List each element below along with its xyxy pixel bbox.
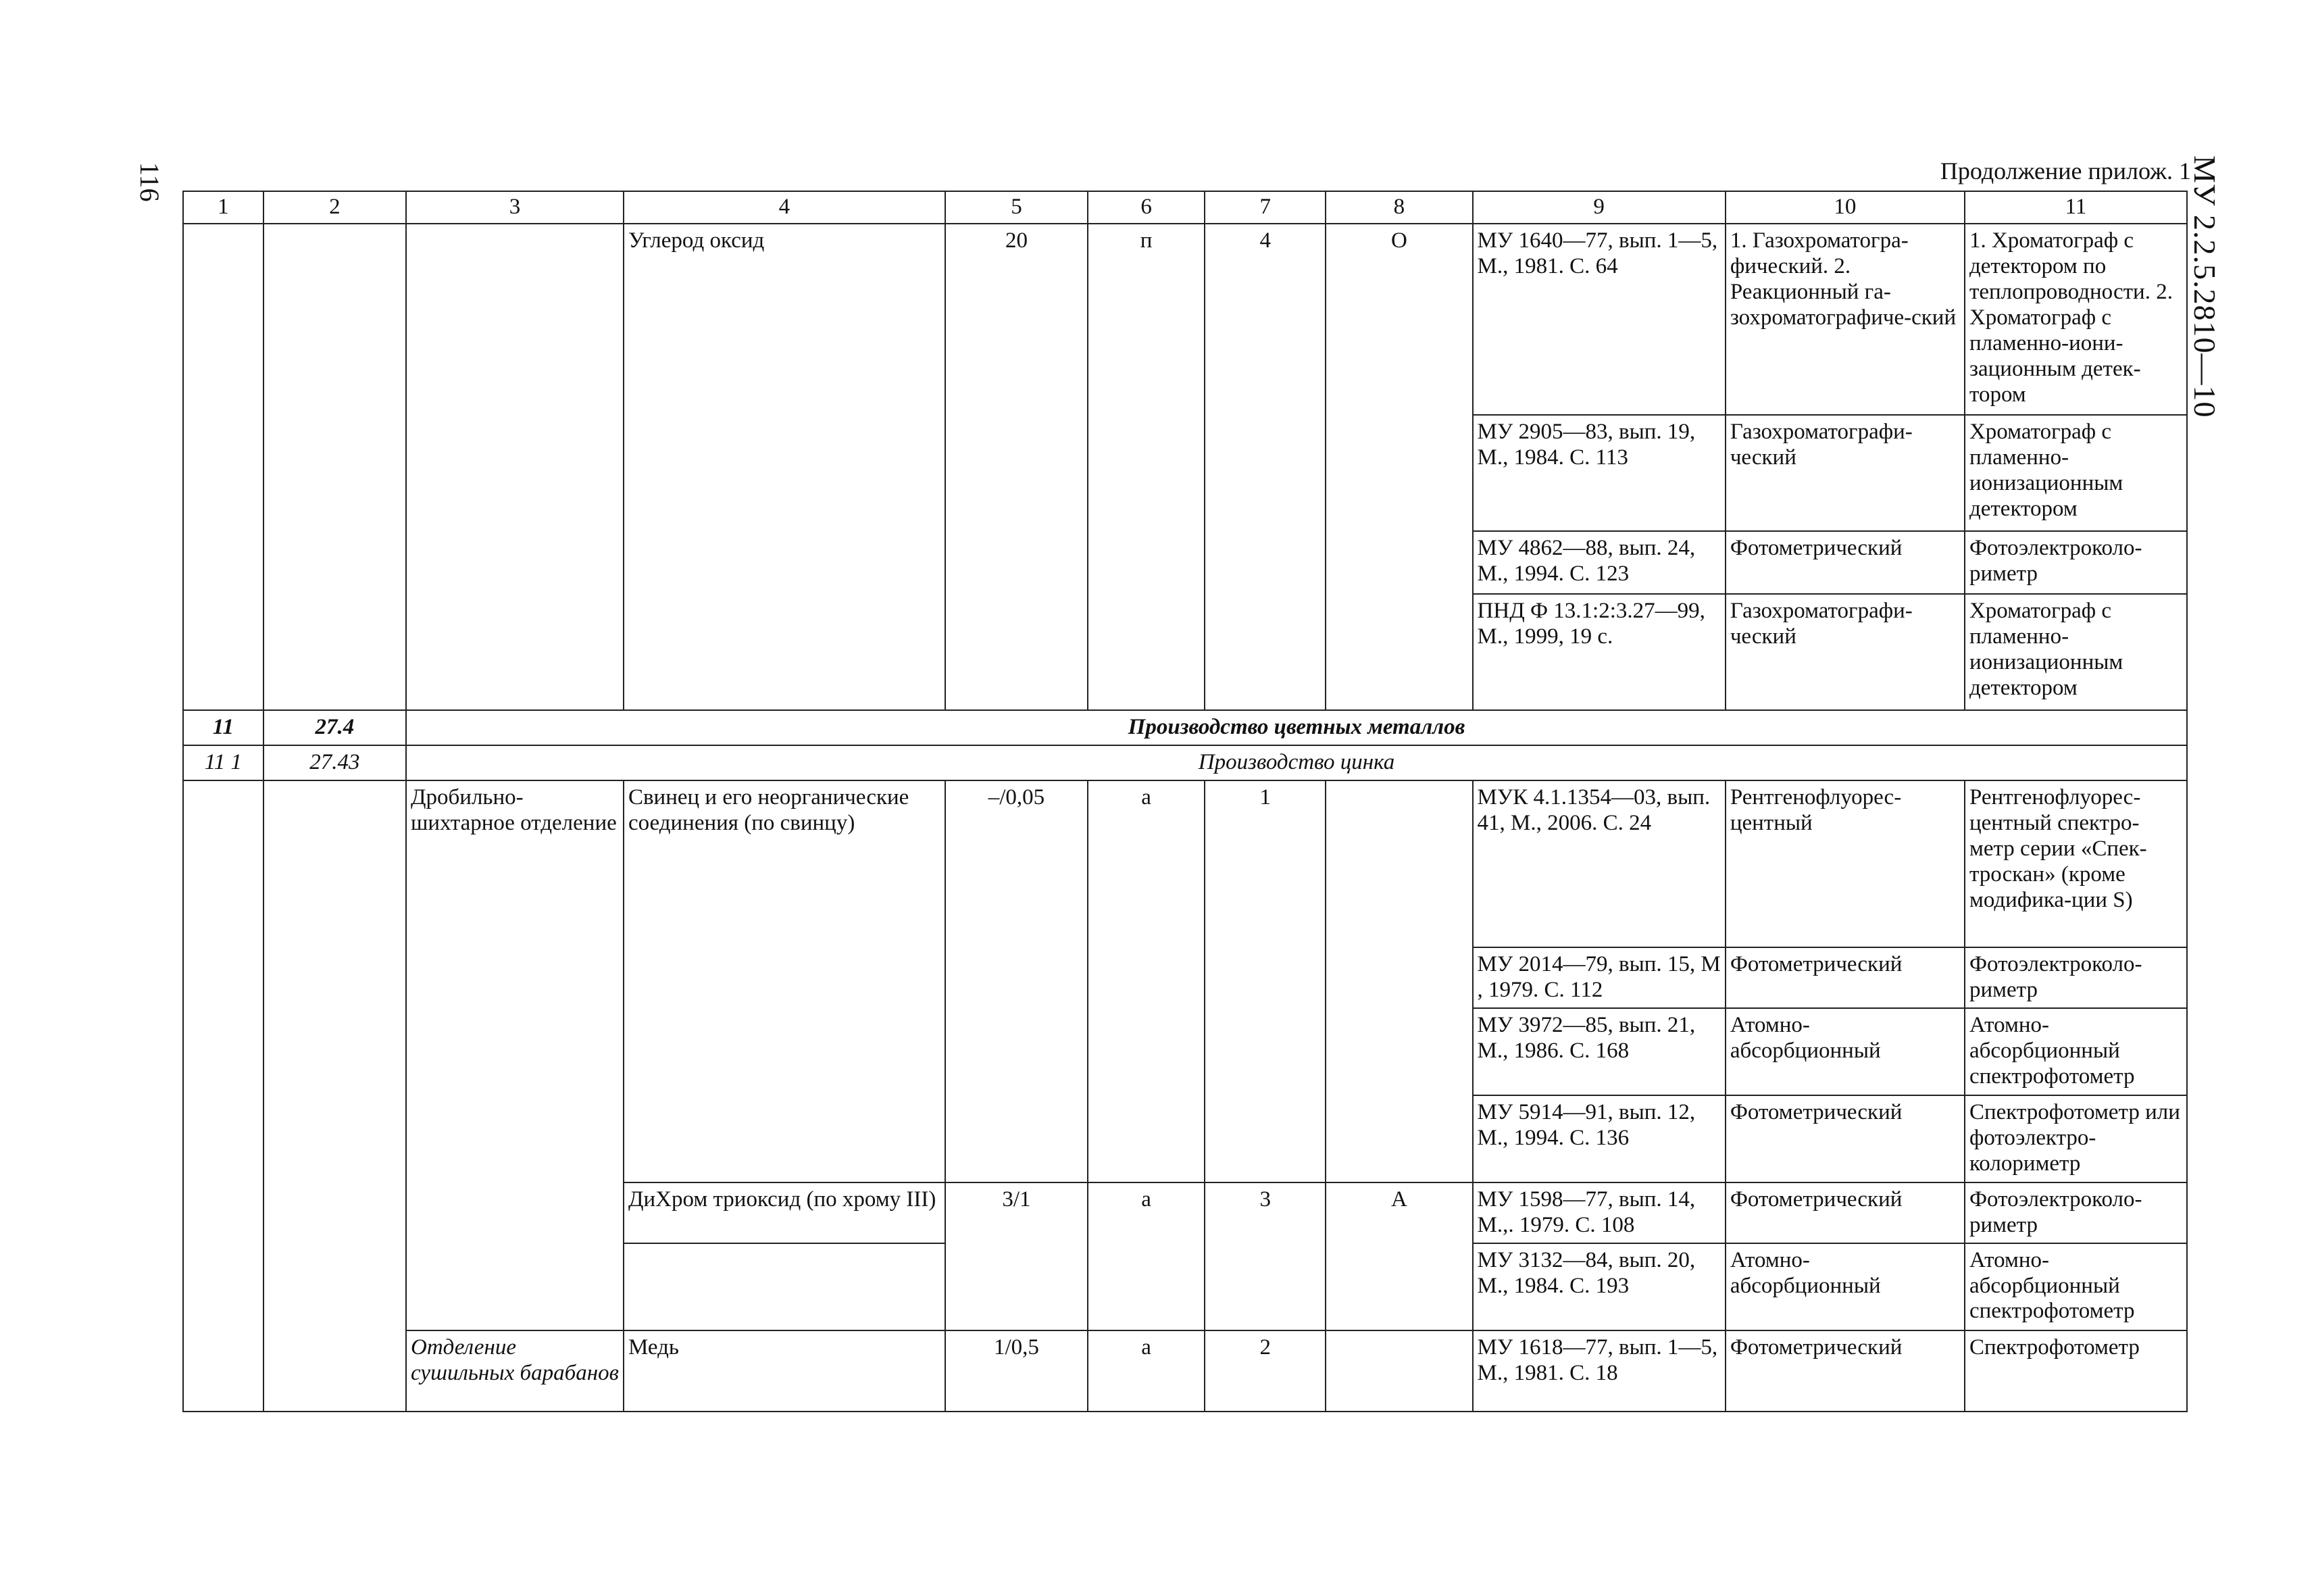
device-name: Фотоэлектроколо-риметр xyxy=(1965,531,2187,594)
method-document: МУ 2905—83, вып. 19, М., 1984. С. 113 xyxy=(1473,415,1726,531)
subsection-number: 11 1 xyxy=(183,745,263,780)
cell-empty xyxy=(183,780,263,1412)
method-document: ПНД Ф 13.1:2:3.27—99, М., 1999, 19 с. xyxy=(1473,594,1726,710)
method-document: МУ 1618—77, вып. 1—5, М., 1981. С. 18 xyxy=(1473,1330,1726,1412)
section-title: Производство цветных металлов xyxy=(406,710,2187,745)
method-document: МУ 1598—77, вып. 14, М.,. 1979. С. 108 xyxy=(1473,1182,1726,1243)
col-number: 8 xyxy=(1326,191,1472,224)
cell-empty xyxy=(263,224,406,710)
method-document: МУ 3132—84, вып. 20, М., 1984. С. 193 xyxy=(1473,1243,1726,1330)
device-name: Хроматограф с пламенно-ионизационным детектором xyxy=(1965,594,2187,710)
col-number: 6 xyxy=(1088,191,1205,224)
subsection-code: 27.43 xyxy=(263,745,406,780)
column-number-row xyxy=(183,191,2187,224)
substance-name: ДиХром триоксид (по хрому III) xyxy=(624,1182,945,1243)
col-number: 2 xyxy=(263,191,406,224)
hazard-class: 2 xyxy=(1205,1330,1326,1412)
col-number: 10 xyxy=(1726,191,1965,224)
substance-name: Углерод оксид xyxy=(624,224,945,710)
hazard-class: 3 xyxy=(1205,1182,1326,1330)
col-number: 3 xyxy=(406,191,624,224)
col-number: 9 xyxy=(1473,191,1726,224)
method-document: МУ 5914—91, вып. 12, М., 1994. С. 136 xyxy=(1473,1095,1726,1182)
device-name: Хроматограф с пламенно-ионизационным детектором xyxy=(1965,415,2187,531)
limit-value: 3/1 xyxy=(945,1182,1088,1330)
method-name: Газохроматографи-ческий xyxy=(1726,415,1965,531)
device-name: Спектрофотометр xyxy=(1965,1330,2187,1412)
method-document: МУК 4.1.1354—03, вып. 41, М., 2006. С. 24 xyxy=(1473,780,1726,947)
section-row xyxy=(183,710,2187,745)
feature-code: О xyxy=(1326,224,1472,710)
method-name: Газохроматографи-ческий xyxy=(1726,594,1965,710)
method-name: Атомно-абсорбционный xyxy=(1726,1008,1965,1095)
hazard-class: 1 xyxy=(1205,780,1326,1182)
subsection-title: Производство цинка xyxy=(406,745,2187,780)
method-document: МУ 3972—85, вып. 21, М., 1986. С. 168 xyxy=(1473,1008,1726,1095)
subsection-row xyxy=(183,745,2187,780)
page-number: 116 xyxy=(134,162,165,202)
method-name: Фотометрический xyxy=(1726,947,1965,1008)
method-name: Фотометрический xyxy=(1726,1182,1965,1243)
cell-empty xyxy=(263,780,406,1412)
method-document: МУ 2014—79, вып. 15, М , 1979. С. 112 xyxy=(1473,947,1726,1008)
section-code: 27.4 xyxy=(263,710,406,745)
method-name: 1. Газохроматогра-фический. 2. Реакционный га-зохроматографиче-ский xyxy=(1726,224,1965,415)
aggregate-state: а xyxy=(1088,1330,1205,1412)
hazard-class: 4 xyxy=(1205,224,1326,710)
method-document: МУ 1640—77, вып. 1—5, М., 1981. С. 64 xyxy=(1473,224,1726,415)
device-name: 1. Хроматограф с детектором по теплопроводности. 2. Хроматограф с пламенно-иони-зационным детек-тором xyxy=(1965,224,2187,415)
section-number: 11 xyxy=(183,710,263,745)
workshop-name: Отделение сушильных барабанов xyxy=(406,1330,624,1412)
limit-value: 20 xyxy=(945,224,1088,710)
document-code: МУ 2.2.5.2810—10 xyxy=(2188,155,2222,418)
col-number: 7 xyxy=(1205,191,1326,224)
substance-name: Свинец и его неорганические соединения (по свинцу) xyxy=(624,780,945,1182)
device-name: Фотоэлектроколо-риметр xyxy=(1965,1182,2187,1243)
method-name: Фотометрический xyxy=(1726,1095,1965,1182)
col-number: 4 xyxy=(624,191,945,224)
method-document: МУ 4862—88, вып. 24, М., 1994. С. 123 xyxy=(1473,531,1726,594)
method-name: Фотометрический xyxy=(1726,531,1965,594)
continuation-label: Продолжение прилож. 1 xyxy=(1940,157,2191,184)
device-name: Атомно-абсорбционный спектрофотометр xyxy=(1965,1243,2187,1330)
substances-table xyxy=(182,191,2188,1412)
device-name: Атомно-абсорбционный спектрофотометр xyxy=(1965,1008,2187,1095)
method-name: Рентгенофлуорес-центный xyxy=(1726,780,1965,947)
method-name: Фотометрический xyxy=(1726,1330,1965,1412)
cell-empty xyxy=(624,1243,945,1330)
col-number: 5 xyxy=(945,191,1088,224)
device-name: Рентгенофлуорес-центный спектро-метр серии «Спек-троскан» (кроме модифика-ции S) xyxy=(1965,780,2187,947)
method-name: Атомно-абсорбционный xyxy=(1726,1243,1965,1330)
workshop-name: Дробильно-шихтарное отделение xyxy=(406,780,624,1330)
substance-name: Медь xyxy=(624,1330,945,1412)
feature-code: А xyxy=(1326,1182,1472,1330)
aggregate-state: а xyxy=(1088,780,1205,1182)
limit-value: 1/0,5 xyxy=(945,1330,1088,1412)
cell-empty xyxy=(183,224,263,710)
feature-code xyxy=(1326,780,1472,1182)
limit-value: –/0,05 xyxy=(945,780,1088,1182)
col-number: 11 xyxy=(1965,191,2187,224)
feature-code xyxy=(1326,1330,1472,1412)
col-number: 1 xyxy=(183,191,263,224)
device-name: Спектрофотометр или фотоэлектро-колориметр xyxy=(1965,1095,2187,1182)
table-row xyxy=(183,224,2187,415)
aggregate-state: а xyxy=(1088,1182,1205,1330)
table-row xyxy=(183,1330,2187,1412)
cell-empty xyxy=(406,224,624,710)
device-name: Фотоэлектроколо-риметр xyxy=(1965,947,2187,1008)
aggregate-state: п xyxy=(1088,224,1205,710)
table-row xyxy=(183,780,2187,947)
